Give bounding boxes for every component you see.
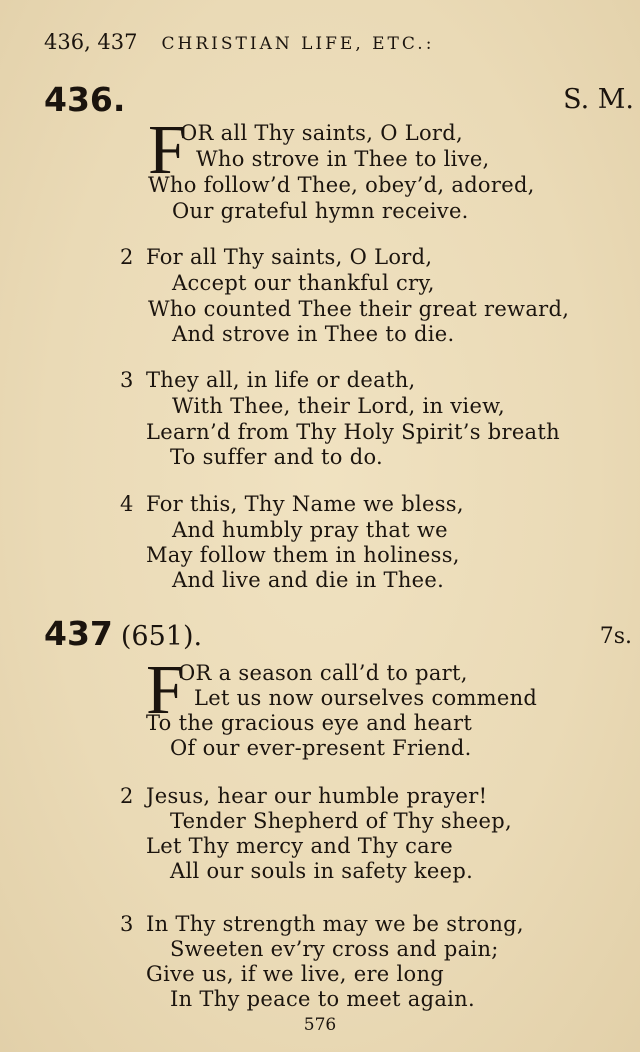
- hymn-number: 436.: [44, 80, 126, 119]
- verse-line: They all, in life or death,: [146, 368, 416, 392]
- stanza-number: 3: [120, 368, 134, 392]
- stanza-number: 4: [120, 492, 134, 516]
- stanza-number: 2: [120, 245, 134, 269]
- verse-line: With Thee, their Lord, in view,: [172, 394, 505, 418]
- verse-line: Who strove in Thee to live,: [196, 147, 490, 171]
- verse-line: Who counted Thee their great reward,: [148, 297, 570, 321]
- verse-line: For all Thy saints, O Lord,: [146, 245, 433, 269]
- verse-line: For this, Thy Name we bless,: [146, 492, 464, 516]
- hymn-436-number: [44, 80, 125, 119]
- drop-cap: F: [148, 112, 187, 189]
- running-head-section: CHRISTIAN LIFE, ETC.:: [161, 34, 435, 54]
- verse-line: To the gracious eye and heart: [146, 711, 473, 735]
- verse-line: Jesus, hear our humble prayer!: [146, 784, 488, 808]
- verse-line: May follow them in holiness,: [146, 543, 460, 567]
- verse-line: To suffer and to do.: [170, 445, 383, 469]
- running-head: [44, 30, 434, 54]
- verse-line: Let Thy mercy and Thy care: [146, 834, 454, 858]
- verse-line: Accept our thankful cry,: [172, 271, 435, 295]
- verse-line: In Thy strength may we be strong,: [146, 912, 524, 936]
- verse-line: Our grateful hymn receive.: [172, 199, 469, 223]
- stanza-number: 3: [120, 912, 134, 936]
- verse-line: And live and die in Thee.: [172, 568, 445, 592]
- verse-line: Give us, if we live, ere long: [146, 962, 445, 986]
- verse-line: Of our ever-present Friend.: [170, 736, 472, 760]
- running-head-numbers: 436, 437: [44, 30, 138, 54]
- verse-line: OR a season call’d to part,: [178, 661, 468, 685]
- verse-line: And strove in Thee to die.: [172, 322, 455, 346]
- drop-cap: F: [146, 652, 185, 729]
- hymn-alt-number: (651).: [120, 621, 203, 652]
- verse-line: Let us now ourselves commend: [194, 686, 538, 710]
- hymn-number: 437: [44, 614, 113, 653]
- hymn-437-number: [44, 614, 202, 653]
- verse-line: Tender Shepherd of Thy sheep,: [170, 809, 512, 833]
- verse-line: All our souls in safety keep.: [170, 859, 474, 883]
- stanza-number: 2: [120, 784, 134, 808]
- verse-line: Learn’d from Thy Holy Spirit’s breath: [146, 420, 560, 444]
- hymn-437-meter: 7s.: [599, 624, 632, 649]
- verse-line: Sweeten ev’ry cross and pain;: [170, 937, 499, 961]
- verse-line: And humbly pray that we: [172, 518, 448, 542]
- page-number: 576: [303, 1015, 337, 1035]
- verse-line: Who follow’d Thee, obey’d, adored,: [148, 173, 535, 197]
- verse-line: OR all Thy saints, O Lord,: [180, 121, 463, 145]
- hymn-436-meter: S. M.: [563, 84, 634, 115]
- verse-line: In Thy peace to meet again.: [170, 987, 475, 1011]
